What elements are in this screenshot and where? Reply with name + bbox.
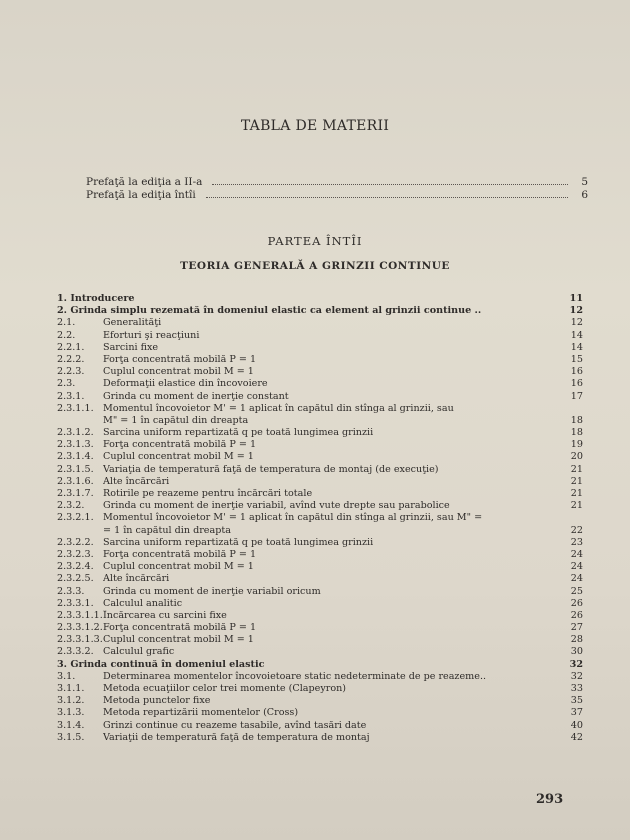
toc-number: 2.3.1.2. [57,427,94,439]
page-number: 293 [536,792,564,807]
toc-page: 27 [570,622,583,634]
toc-page: 20 [570,451,583,463]
leader-dots [212,184,568,185]
toc-entry [57,671,583,683]
toc-page: 14 [570,341,583,353]
toc-number: 2.3.1.1. [57,402,94,414]
toc-number: 3.1.5. [57,731,85,743]
toc-text: Deformaţii elastice din încovoiere [103,378,268,390]
toc-entry [57,634,583,646]
toc-page: 32 [569,658,583,670]
toc-entry [57,451,583,463]
toc-text: Alte încărcări [103,475,170,487]
toc-page: 18 [570,427,583,439]
toc-page: 21 [570,475,583,487]
toc-text: Calculul grafic [103,646,175,658]
toc-number: 2.3. [57,378,76,390]
toc-page: 35 [570,695,583,707]
toc-number: 2.3.2.3. [57,548,94,560]
toc-page: 33 [570,683,583,694]
toc-number: 2.3.1.3. [57,439,94,451]
toc-entry [57,573,583,585]
toc-number: 3.1.2. [57,695,85,707]
toc-number: 3.1.3. [57,707,85,719]
toc-number: 2.3.2.2. [57,536,94,548]
toc-text: Sarcina uniform repartizată q pe toată lungimea grinzii [103,536,374,548]
toc-number: 2.3.3.1. [57,597,94,609]
toc-number: 2.3.2.5. [57,573,94,585]
toc-page: 21 [570,463,583,475]
toc-page: 26 [570,597,583,609]
toc-page: 24 [570,573,583,585]
toc-entry [57,317,583,329]
toc-entry [57,561,583,573]
toc-number: 2.2. [57,329,76,341]
toc-page: 25 [570,585,583,597]
toc-page: 24 [570,561,583,573]
toc-text: Forţa concentrată mobilă P = 1 [103,548,257,560]
toc-page: 16 [570,366,583,378]
toc-page: 23 [570,536,583,548]
toc-number: 3. Grinda continuă în domeniul elastic [57,658,265,670]
toc-page: 21 [570,488,583,499]
toc-entry [57,342,583,354]
toc-number: 2.3.3.1.3. [57,634,103,646]
toc-text: Variaţia de temperatură faţă de temperatura de montaj (de execuţie) [103,463,439,475]
toc-number: 2.3.1.6. [57,475,94,487]
toc-number: 2.1. [57,317,76,329]
toc-page: 11 [569,293,583,304]
toc-page: 21 [570,500,583,512]
toc-entry [57,305,583,317]
toc-entry [57,403,583,415]
toc-entry [57,683,583,695]
toc-page: 40 [570,719,583,731]
toc-text: Cuplul concentrat mobil M = 1 [103,561,254,573]
toc-entry [57,537,583,549]
toc-page: 14 [570,329,583,341]
toc-entry [57,415,583,427]
toc-number: 2.2.1. [57,341,85,353]
toc-page: 12 [569,305,583,317]
toc-text: Metoda punctelor fixe [103,695,211,707]
toc-text: M" = 1 în capătul din dreapta [103,414,249,426]
toc-entry [57,391,583,403]
preface-label: Prefaţă la ediţia întîi [86,189,196,201]
toc-text: Grinzi continue cu reazeme tasabile, avînd tasări date [103,719,367,731]
toc-entry [57,330,583,342]
toc-number: 2.2.3. [57,366,85,378]
toc-text: Variaţii de temperatură faţă de temperatura de montaj [103,731,370,743]
toc-text: Cuplul concentrat mobil M = 1 [103,366,254,378]
toc-entry [57,354,583,366]
toc-number: 2.3.3.1.2. [57,622,103,634]
toc-number: 2.3.3. [57,585,85,597]
toc-text: Calculul analitic [103,597,183,609]
toc-page: 15 [570,353,583,365]
toc-entry [57,488,583,500]
toc-entry [57,439,583,451]
toc-text: Determinarea momentelor încovoietoare static nedeterminate de pe reazeme.. [103,670,487,682]
toc-text: Momentul încovoietor M' = 1 aplicat în capătul din stînga al grinzii, sau [103,402,454,414]
preface-entry [86,189,588,201]
toc-number: 2.3.1. [57,390,85,402]
toc-text: Cuplul concentrat mobil M = 1 [103,451,254,463]
toc-text: Grinda cu moment de inerţie variabil, avînd vute drepte sau parabolice [103,500,450,512]
toc-number: 2.3.2.1. [57,512,94,524]
toc-page: 26 [570,609,583,621]
toc-text: Forţa concentrată mobilă P = 1 [103,622,257,634]
toc-text: Forţa concentrată mobilă P = 1 [103,353,257,365]
toc-number: 3.1.4. [57,719,85,731]
toc-entry [57,427,583,439]
toc-page: 30 [570,646,583,658]
toc-text: Eforturi şi reacţiuni [103,329,200,341]
toc-entry [57,293,583,305]
toc-entry [57,598,583,610]
toc-text: Grinda cu moment de inerţie constant [103,390,289,402]
leader-dots [206,197,568,198]
preface-entry [86,176,588,188]
toc-page: 24 [570,548,583,560]
toc-page: 16 [570,378,583,390]
toc-number: 1. Introducere [57,293,135,304]
toc-entry [57,586,583,598]
toc-page: 32 [570,670,583,682]
toc-text: Metoda repartizării momentelor (Cross) [103,707,299,719]
toc-entry [57,659,583,671]
toc-list [57,293,583,744]
toc-entry [57,500,583,512]
toc-page: 28 [570,634,583,646]
toc-text: Metoda ecuaţiilor celor trei momente (Clapeyron) [103,683,347,694]
toc-page: 17 [570,390,583,402]
toc-page: 22 [570,524,583,536]
toc-text: Alte încărcări [103,573,170,585]
toc-number: 2.3.3.1.1. [57,609,103,621]
toc-number: 3.1. [57,670,76,682]
toc-entry [57,720,583,732]
toc-text: Sarcini fixe [103,341,159,353]
toc-number: 2.2.2. [57,353,85,365]
toc-entry [57,610,583,622]
toc-number: 2.3.1.5. [57,463,94,475]
toc-entry [57,366,583,378]
toc-number: 2.3.3.2. [57,646,94,658]
preface-label: Prefaţă la ediţia a II-a [86,176,203,188]
toc-number: 2.3.1.7. [57,488,94,499]
toc-text: Încărcarea cu sarcini fixe [103,609,227,621]
toc-text: Cuplul concentrat mobil M = 1 [103,634,254,646]
toc-page: 37 [570,707,583,719]
toc-entry [57,464,583,476]
toc-page: 12 [570,317,583,329]
toc-entry [57,476,583,488]
toc-number: 2.3.1.4. [57,451,94,463]
toc-entry [57,622,583,634]
toc-page: 19 [570,439,583,451]
toc-text: Rotirile pe reazeme pentru încărcări totale [103,488,313,499]
toc-text: Momentul încovoietor M' = 1 aplicat în capătul din stînga al grinzii, sau M" = [103,512,483,524]
toc-entry [57,525,583,537]
toc-text: Forţa concentrată mobilă P = 1 [103,439,257,451]
toc-text: Grinda cu moment de inerţie variabil oricum [103,585,321,597]
toc-number: 2.3.2.4. [57,561,94,573]
preface-page: 5 [581,176,588,188]
toc-entry [57,707,583,719]
part-heading: PARTEA ÎNTÎI [267,234,363,248]
toc-entry [57,695,583,707]
toc-page: 18 [570,414,583,426]
part-subtitle: TEORIA GENERALĂ A GRINZII CONTINUE [180,260,450,272]
toc-number: 2. Grinda simplu rezemată în domeniul elastic ca element al grinzii continue .. [57,305,482,317]
toc-text: Generalităţi [103,317,162,329]
toc-entry [57,549,583,561]
toc-entry [57,512,583,524]
toc-text: = 1 în capătul din dreapta [103,524,231,536]
toc-page: 42 [570,731,583,743]
toc-number: 3.1.1. [57,683,85,694]
toc-entry [57,646,583,658]
page-title: TABLA DE MATERII [240,118,390,134]
toc-entry [57,732,583,744]
toc-text: Sarcina uniform repartizată q pe toată lungimea grinzii [103,427,374,439]
toc-number: 2.3.2. [57,500,85,512]
toc-entry [57,378,583,390]
preface-page: 6 [581,189,588,201]
